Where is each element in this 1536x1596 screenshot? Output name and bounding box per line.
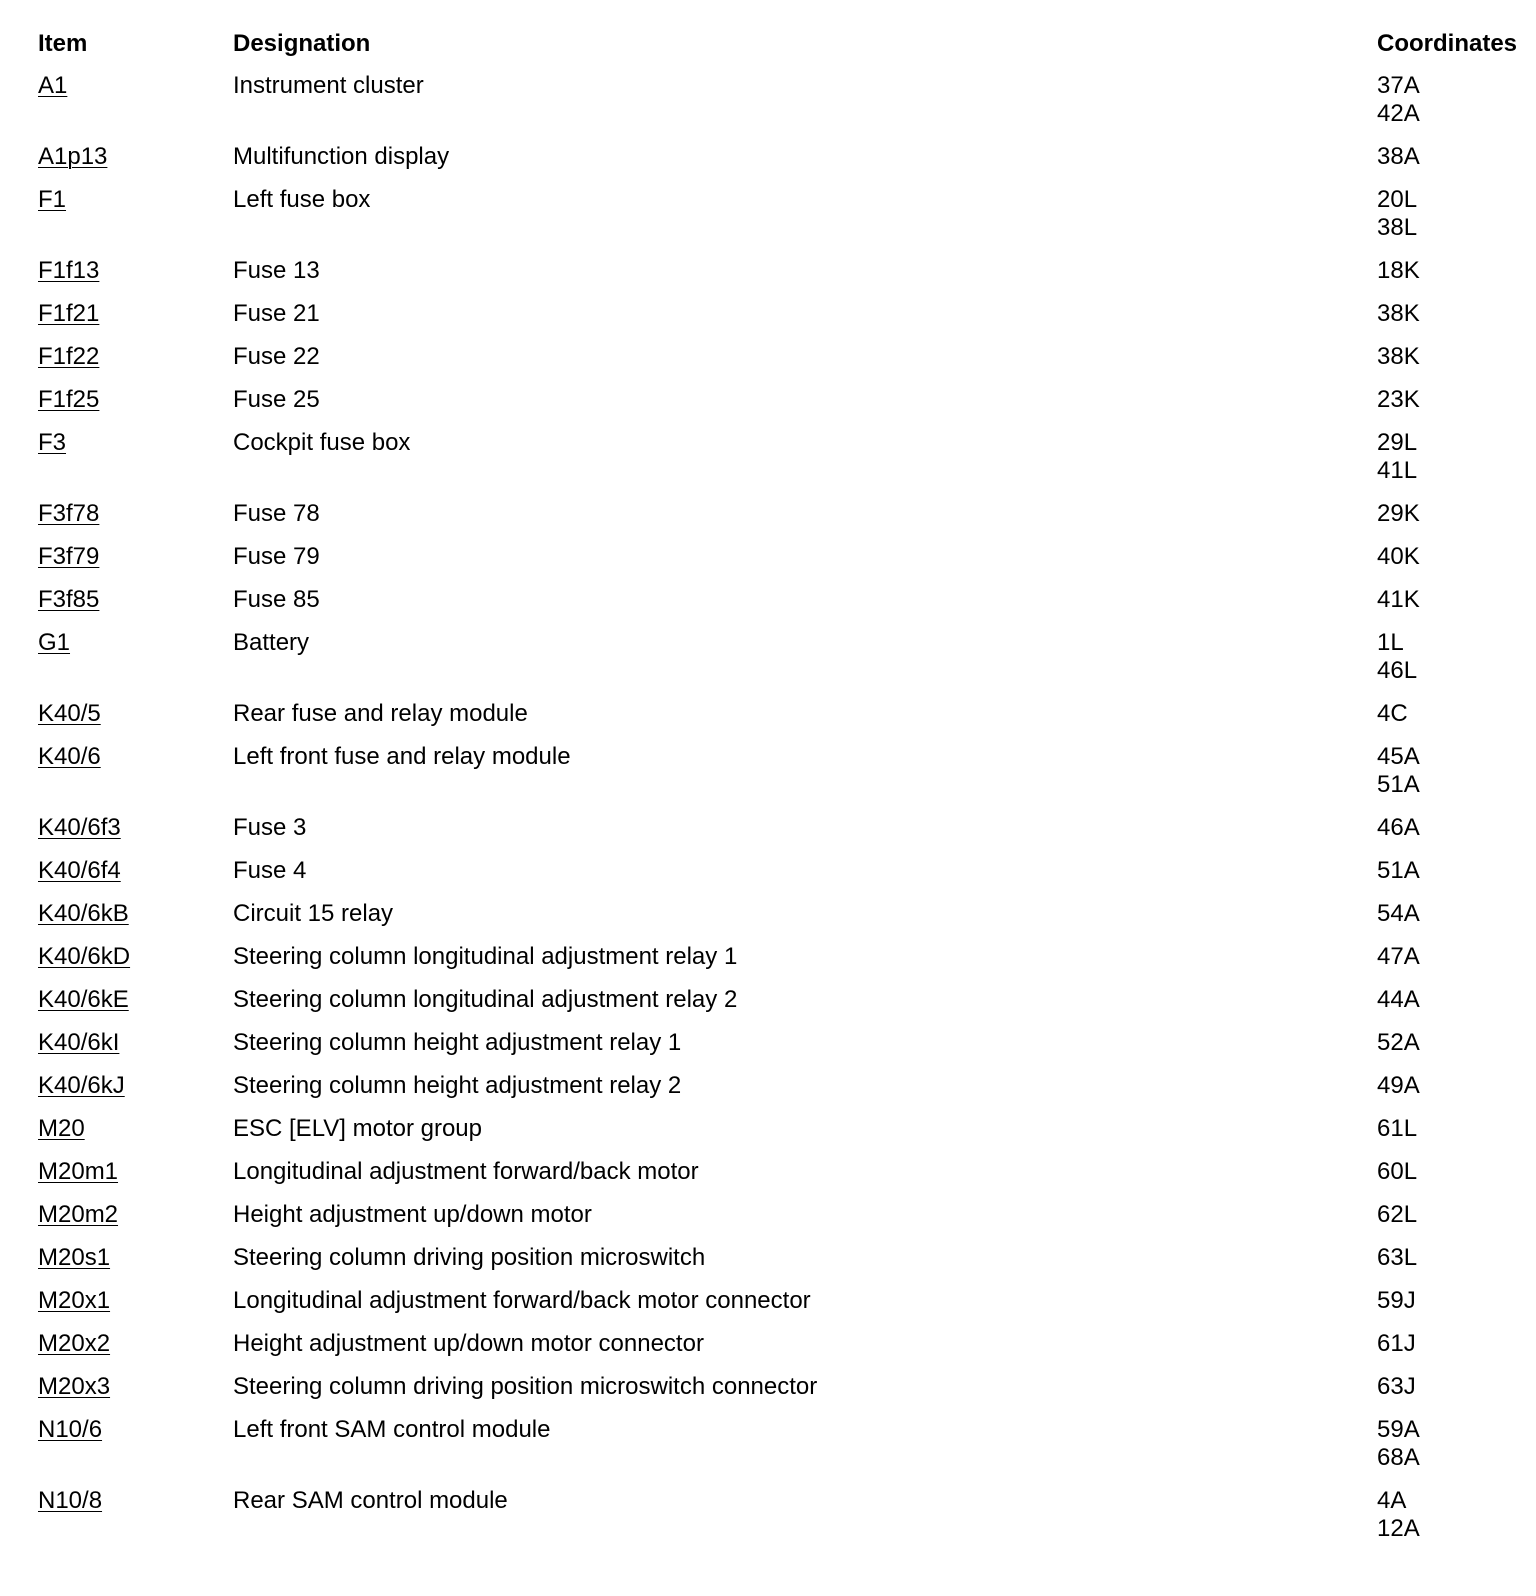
coordinates-cell	[1377, 1287, 1416, 1315]
table-row	[0, 1373, 1536, 1416]
coordinates-cell	[1377, 186, 1417, 242]
coordinate-value: 40K	[1377, 543, 1420, 570]
item-link[interactable]: K40/6kE	[38, 986, 129, 1013]
item-link[interactable]: G1	[38, 629, 71, 656]
coordinate-value: 51A	[1377, 857, 1420, 884]
item-link[interactable]: N10/8	[38, 1487, 103, 1514]
table-row	[0, 1244, 1536, 1287]
coordinate-value: 46A	[1377, 814, 1420, 841]
coordinates-cell	[1377, 300, 1420, 328]
item-link[interactable]: A1	[38, 72, 68, 99]
designation-text: Steering column driving position microswitch connector	[233, 1373, 818, 1400]
coordinate-value: 20L	[1377, 186, 1418, 213]
item-link[interactable]: M20m2	[38, 1201, 119, 1228]
coordinates-cell	[1377, 986, 1420, 1014]
item-link[interactable]: M20x2	[38, 1330, 111, 1357]
table-row	[0, 143, 1536, 186]
coordinates-cell	[1377, 1244, 1417, 1272]
coordinate-value: 51A	[1377, 771, 1420, 798]
designation-text: Fuse 79	[233, 543, 320, 570]
designation-text: Cockpit fuse box	[233, 429, 411, 456]
coordinate-value: 63J	[1377, 1373, 1416, 1400]
item-link[interactable]: K40/6f3	[38, 814, 121, 841]
item-link[interactable]: N10/6	[38, 1416, 103, 1443]
item-link[interactable]: F1f21	[38, 300, 100, 327]
coordinates-cell	[1377, 429, 1417, 485]
designation-text: Steering column longitudinal adjustment relay 2	[233, 986, 738, 1013]
coordinates-cell	[1377, 586, 1420, 614]
coordinates-cell	[1377, 1487, 1420, 1543]
designation-text: Steering column longitudinal adjustment relay 1	[233, 943, 738, 970]
header-coordinates: Coordinates	[1377, 30, 1518, 57]
coordinate-value: 68A	[1377, 1444, 1420, 1471]
coordinates-cell	[1377, 143, 1420, 171]
item-link[interactable]: F1f13	[38, 257, 100, 284]
coordinate-value: 4A	[1377, 1487, 1407, 1514]
coordinates-cell	[1377, 743, 1420, 799]
table-row	[0, 429, 1536, 500]
item-link[interactable]: F1	[38, 186, 67, 213]
coordinate-value: 38K	[1377, 343, 1420, 370]
coordinate-value: 59J	[1377, 1287, 1416, 1314]
coordinate-value: 38L	[1377, 214, 1418, 241]
item-link[interactable]: M20s1	[38, 1244, 111, 1271]
coordinate-value: 29L	[1377, 429, 1418, 456]
coordinate-value: 41L	[1377, 457, 1418, 484]
designation-text: Steering column driving position microswitch	[233, 1244, 706, 1271]
coordinates-cell	[1377, 343, 1420, 371]
coordinate-value: 46L	[1377, 657, 1418, 684]
table-row	[0, 1029, 1536, 1072]
item-link[interactable]: F3	[38, 429, 67, 456]
item-link[interactable]: K40/6kB	[38, 900, 129, 927]
table-row	[0, 1330, 1536, 1373]
item-link[interactable]: M20x1	[38, 1287, 111, 1314]
table-row	[0, 857, 1536, 900]
coordinates-cell	[1377, 700, 1408, 728]
item-link[interactable]: F3f85	[38, 586, 100, 613]
coordinate-value: 41K	[1377, 586, 1420, 613]
coordinate-value: 44A	[1377, 986, 1420, 1013]
designation-text: Height adjustment up/down motor	[233, 1201, 592, 1228]
coordinates-cell	[1377, 857, 1420, 885]
table-row	[0, 343, 1536, 386]
designation-text: Steering column height adjustment relay 1	[233, 1029, 682, 1056]
designation-text: Height adjustment up/down motor connector	[233, 1330, 704, 1357]
table-row	[0, 386, 1536, 429]
designation-text: Fuse 25	[233, 386, 320, 413]
coordinate-value: 42A	[1377, 100, 1420, 127]
table-row	[0, 986, 1536, 1029]
designation-text: ESC [ELV] motor group	[233, 1115, 482, 1142]
coordinates-cell	[1377, 1330, 1416, 1358]
designation-text: Left front fuse and relay module	[233, 743, 571, 770]
designation-text: Steering column height adjustment relay 2	[233, 1072, 682, 1099]
table-row	[0, 500, 1536, 543]
item-link[interactable]: K40/6	[38, 743, 101, 770]
item-link[interactable]: F1f22	[38, 343, 100, 370]
designation-text: Rear fuse and relay module	[233, 700, 528, 727]
coordinate-value: 52A	[1377, 1029, 1420, 1056]
table-row	[0, 629, 1536, 700]
designation-text: Instrument cluster	[233, 72, 424, 99]
designation-text: Rear SAM control module	[233, 1487, 508, 1514]
table-row	[0, 1158, 1536, 1201]
designation-text: Fuse 22	[233, 343, 320, 370]
designation-text: Fuse 13	[233, 257, 320, 284]
table-row	[0, 1072, 1536, 1115]
designation-text: Battery	[233, 629, 310, 656]
coordinates-cell	[1377, 257, 1420, 285]
item-link[interactable]: M20m1	[38, 1158, 119, 1185]
coordinate-value: 54A	[1377, 900, 1420, 927]
table-row	[0, 1487, 1536, 1558]
coordinate-value: 47A	[1377, 943, 1420, 970]
table-row	[0, 900, 1536, 943]
table-row	[0, 700, 1536, 743]
designation-text: Longitudinal adjustment forward/back motor connector	[233, 1287, 811, 1314]
coordinates-cell	[1377, 943, 1420, 971]
header-designation: Designation	[233, 30, 371, 57]
coordinates-cell	[1377, 1029, 1420, 1057]
coordinates-cell	[1377, 500, 1420, 528]
designation-text: Circuit 15 relay	[233, 900, 394, 927]
coordinate-value: 18K	[1377, 257, 1420, 284]
coordinates-cell	[1377, 1373, 1416, 1401]
table-row	[0, 1115, 1536, 1158]
item-link[interactable]: A1p13	[38, 143, 108, 170]
item-link[interactable]: K40/5	[38, 700, 101, 727]
item-link[interactable]: K40/6f4	[38, 857, 121, 884]
table-header	[0, 28, 1536, 60]
table-row	[0, 186, 1536, 257]
coordinate-value: 61J	[1377, 1330, 1416, 1357]
designation-text: Fuse 21	[233, 300, 320, 327]
table-row	[0, 814, 1536, 857]
coordinates-cell	[1377, 1115, 1417, 1143]
designation-text: Left front SAM control module	[233, 1416, 551, 1443]
coordinate-value: 1L	[1377, 629, 1404, 656]
coordinates-cell	[1377, 72, 1420, 128]
designation-text: Multifunction display	[233, 143, 450, 170]
item-link[interactable]: F1f25	[38, 386, 100, 413]
item-link[interactable]: F3f78	[38, 500, 100, 527]
table-row	[0, 72, 1536, 143]
coordinate-value: 29K	[1377, 500, 1420, 527]
item-link[interactable]: K40/6kI	[38, 1029, 120, 1056]
item-link[interactable]: F3f79	[38, 543, 100, 570]
designation-text: Fuse 78	[233, 500, 320, 527]
table-row	[0, 1201, 1536, 1244]
coordinate-value: 62L	[1377, 1201, 1418, 1228]
designation-text: Fuse 4	[233, 857, 307, 884]
designation-text: Left fuse box	[233, 186, 371, 213]
coordinates-cell	[1377, 814, 1420, 842]
item-link[interactable]: K40/6kJ	[38, 1072, 125, 1099]
coordinate-value: 23K	[1377, 386, 1420, 413]
coordinate-value: 45A	[1377, 743, 1420, 770]
table-row	[0, 743, 1536, 814]
coordinate-value: 4C	[1377, 700, 1408, 727]
header-item: Item	[38, 30, 88, 57]
coordinate-value: 37A	[1377, 72, 1420, 99]
coordinate-value: 38A	[1377, 143, 1420, 170]
coordinate-value: 63L	[1377, 1244, 1418, 1271]
table-row	[0, 1416, 1536, 1487]
item-link[interactable]: K40/6kD	[38, 943, 131, 970]
coordinate-value: 59A	[1377, 1416, 1420, 1443]
table-row	[0, 300, 1536, 343]
coordinates-cell	[1377, 629, 1417, 685]
table-row	[0, 943, 1536, 986]
coordinate-value: 60L	[1377, 1158, 1418, 1185]
designation-text: Fuse 3	[233, 814, 307, 841]
table-row	[0, 257, 1536, 300]
table-row	[0, 543, 1536, 586]
coordinates-cell	[1377, 1158, 1417, 1186]
coordinates-cell	[1377, 900, 1420, 928]
designation-text: Fuse 85	[233, 586, 320, 613]
table-body	[0, 72, 1536, 1558]
coordinates-cell	[1377, 1201, 1417, 1229]
coordinates-cell	[1377, 543, 1420, 571]
coordinate-value: 61L	[1377, 1115, 1418, 1142]
coordinates-cell	[1377, 1416, 1420, 1472]
coordinate-value: 38K	[1377, 300, 1420, 327]
coordinate-value: 12A	[1377, 1515, 1420, 1542]
item-link[interactable]: M20x3	[38, 1373, 111, 1400]
designation-text: Longitudinal adjustment forward/back motor	[233, 1158, 699, 1185]
coordinates-cell	[1377, 386, 1420, 414]
coordinate-value: 49A	[1377, 1072, 1420, 1099]
item-link[interactable]: M20	[38, 1115, 85, 1142]
table-row	[0, 586, 1536, 629]
coordinates-cell	[1377, 1072, 1420, 1100]
table-row	[0, 1287, 1536, 1330]
